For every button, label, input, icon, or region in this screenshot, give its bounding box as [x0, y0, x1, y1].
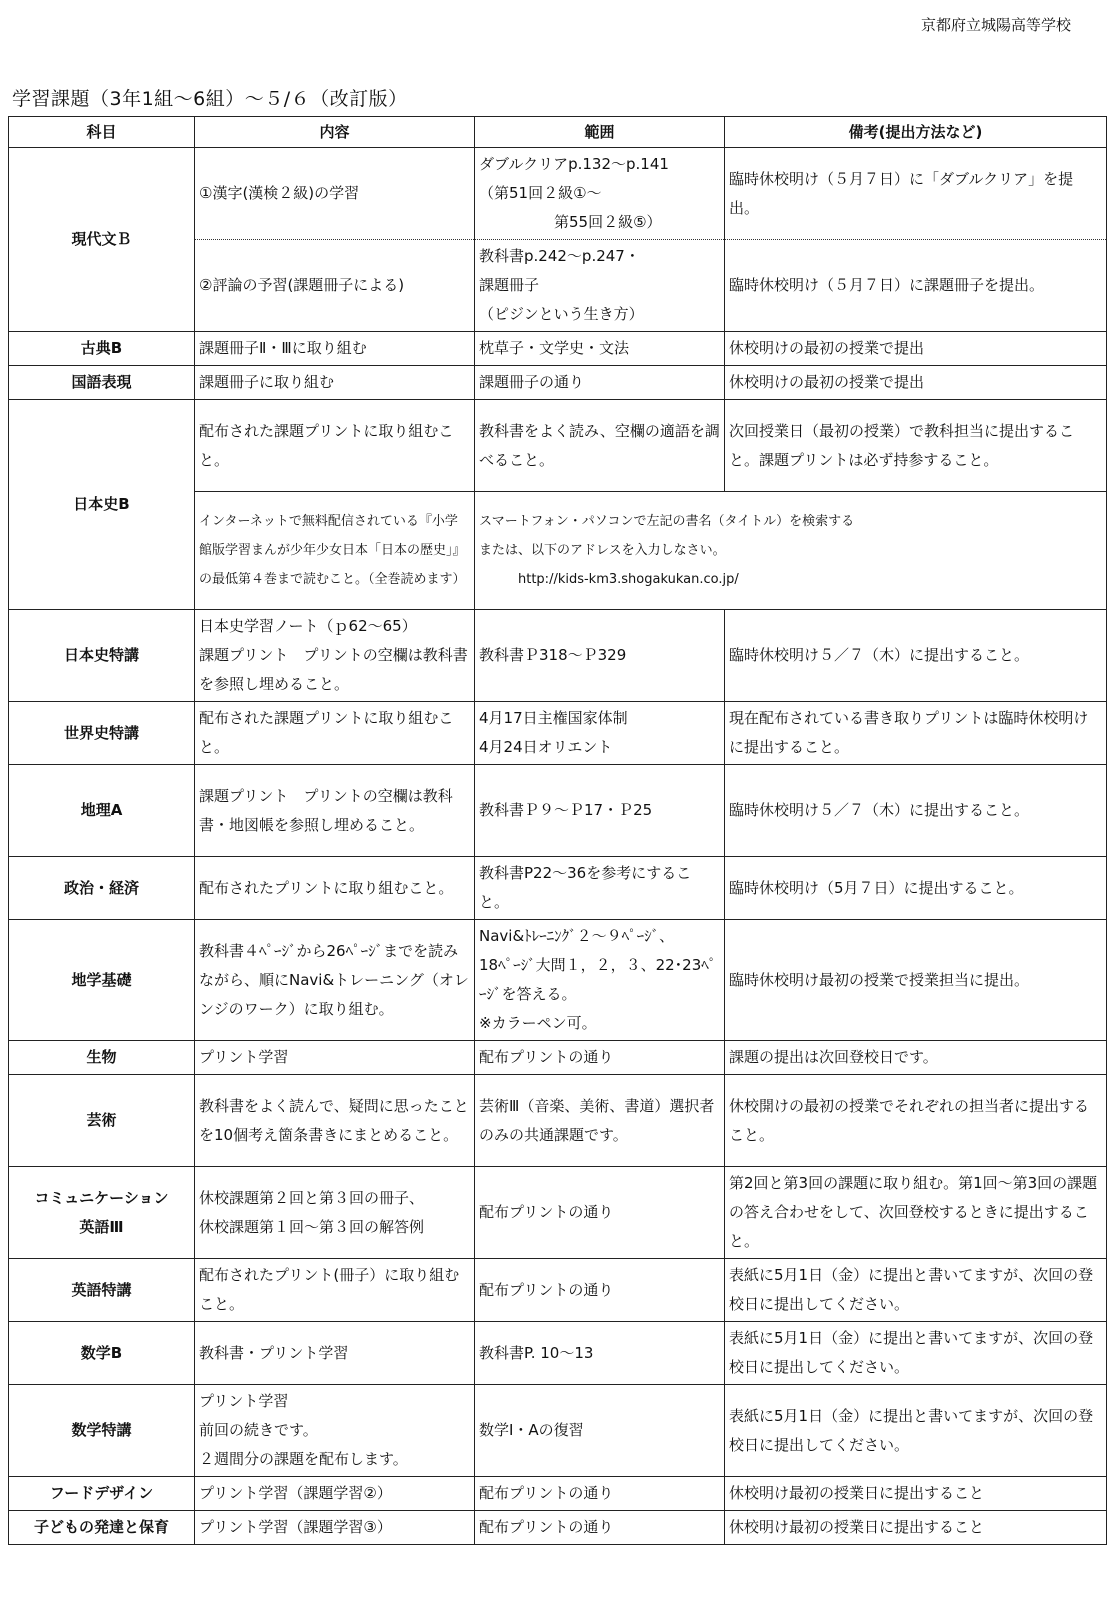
subject-cell: 地理A	[9, 765, 195, 857]
subject-cell: 政治・経済	[9, 857, 195, 920]
content-cell: 配布されたプリントに取り組むこと。	[195, 857, 475, 920]
table-row	[9, 1041, 1107, 1075]
note-cell: 臨時休校明け最初の授業で授業担当に提出。	[725, 920, 1107, 1041]
subject-cell: 国語表現	[9, 366, 195, 400]
subject-cell: 英語特講	[9, 1259, 195, 1322]
note-cell: 休校明けの最初の授業で提出	[725, 366, 1107, 400]
subject-cell: 生物	[9, 1041, 195, 1075]
note-cell: 臨時休校明け５／７（木）に提出すること。	[725, 765, 1107, 857]
subject-cell: 芸術	[9, 1075, 195, 1167]
content-cell: 配布された課題プリントに取り組むこと。	[195, 400, 475, 492]
content-cell: インターネットで無料配信されている『小学館版学習まんが少年少女日本「日本の歴史」』の最低第４巻まで読むこと。（全巻読めます）	[195, 492, 475, 610]
range-cell: 教科書p.242～p.247・ 課題冊子 （ピジンという生き方）	[475, 240, 725, 332]
header-range: 範囲	[475, 117, 725, 148]
content-cell: 教科書をよく読んで、疑問に思ったことを10個考え箇条書きにまとめること。	[195, 1075, 475, 1167]
table-row	[9, 702, 1107, 765]
table-row	[9, 366, 1107, 400]
range-cell: 4月17日主権国家体制 4月24日オリエント	[475, 702, 725, 765]
table-row	[9, 400, 1107, 492]
content-cell: プリント学習（課題学習②）	[195, 1477, 475, 1511]
content-cell: ①漢字(漢検２級)の学習	[195, 148, 475, 240]
table-row	[9, 332, 1107, 366]
note-cell: 臨時休校明け（５月７日）に「ダブルクリア」を提出。	[725, 148, 1107, 240]
table-row	[9, 1259, 1107, 1322]
header-subject: 科目	[9, 117, 195, 148]
content-cell: プリント学習	[195, 1041, 475, 1075]
header-content: 内容	[195, 117, 475, 148]
table-row	[9, 1322, 1107, 1385]
note-cell: 表紙に5月1日（金）に提出と書いてますが、次回の登校日に提出してください。	[725, 1259, 1107, 1322]
content-cell: 課題プリント プリントの空欄は教科書・地図帳を参照し埋めること。	[195, 765, 475, 857]
subject-cell: 世界史特講	[9, 702, 195, 765]
note-cell: 現在配布されている書き取りプリントは臨時休校明けに提出すること。	[725, 702, 1107, 765]
content-cell: ②評論の予習(課題冊子による)	[195, 240, 475, 332]
range-cell: 教科書をよく読み、空欄の適語を調べること。	[475, 400, 725, 492]
note-cell: 表紙に5月1日（金）に提出と書いてますが、次回の登校日に提出してください。	[725, 1322, 1107, 1385]
table-row	[9, 765, 1107, 857]
table-row	[9, 1385, 1107, 1477]
content-cell: 課題冊子Ⅱ・Ⅲに取り組む	[195, 332, 475, 366]
subject-cell: 地学基礎	[9, 920, 195, 1041]
assignment-table	[8, 116, 1107, 1545]
range-cell: 教科書P22～36を参考にすること。	[475, 857, 725, 920]
table-row	[9, 920, 1107, 1041]
range-cell: 配布プリントの通り	[475, 1511, 725, 1545]
range-cell: 芸術Ⅲ（音楽、美術、書道）選択者のみの共通課題です。	[475, 1075, 725, 1167]
subject-cell: 日本史B	[9, 400, 195, 610]
content-cell: プリント学習（課題学習③）	[195, 1511, 475, 1545]
subject-cell: 日本史特講	[9, 610, 195, 702]
range-cell: 枕草子・文学史・文法	[475, 332, 725, 366]
range-cell: ダブルクリアp.132～p.141 （第51回２級①～ 第55回２級⑤）	[475, 148, 725, 240]
school-name: 京都府立城陽高等学校	[920, 16, 1071, 34]
header-notes: 備考(提出方法など)	[725, 117, 1107, 148]
note-cell: 臨時休校明け（５月７日）に課題冊子を提出。	[725, 240, 1107, 332]
note-cell: 表紙に5月1日（金）に提出と書いてますが、次回の登校日に提出してください。	[725, 1385, 1107, 1477]
note-cell: 第2回と第3回の課題に取り組む。第1回～第3回の課題の答え合わせをして、次回登校するときに提出すること。	[725, 1167, 1107, 1259]
subject-cell: 数学特講	[9, 1385, 195, 1477]
table-row	[9, 148, 1107, 240]
range-cell: 配布プリントの通り	[475, 1477, 725, 1511]
document-title: 学習課題（3年1組～6組）～５/６（改訂版）	[12, 88, 408, 110]
table-row	[9, 610, 1107, 702]
range-cell: 教科書Ｐ318～Ｐ329	[475, 610, 725, 702]
range-cell: 課題冊子の通り	[475, 366, 725, 400]
table-row	[9, 1075, 1107, 1167]
range-cell: 配布プリントの通り	[475, 1041, 725, 1075]
range-cell: スマートフォン・パソコンで左記の書名（タイトル）を検索する または、以下のアドレスを入力しなさい。 http://kids-km3.shogakukan.co.jp/	[475, 492, 1107, 610]
note-cell: 課題の提出は次回登校日です。	[725, 1041, 1107, 1075]
table-header-row	[9, 117, 1107, 148]
note-cell: 休校開けの最初の授業でそれぞれの担当者に提出すること。	[725, 1075, 1107, 1167]
table-row	[9, 1477, 1107, 1511]
note-cell: 休校明け最初の授業日に提出すること	[725, 1511, 1107, 1545]
table-row	[9, 1167, 1107, 1259]
table-row	[9, 857, 1107, 920]
range-cell: Navi&ﾄﾚｰﾆﾝｸﾞ２～９ﾍﾟｰｼﾞ、 18ﾍﾟｰｼﾞ大問１，２，３、22･23ﾍﾟｰｼﾞを答える。 ※カラーペン可。	[475, 920, 725, 1041]
note-cell: 臨時休校明け５／７（木）に提出すること。	[725, 610, 1107, 702]
content-cell: 日本史学習ノート（ｐ62～65） 課題プリント プリントの空欄は教科書を参照し埋めること。	[195, 610, 475, 702]
content-cell: プリント学習 前回の続きです。 ２週間分の課題を配布します。	[195, 1385, 475, 1477]
content-cell: 配布された課題プリントに取り組むこと。	[195, 702, 475, 765]
table-row	[9, 1511, 1107, 1545]
subject-cell: 数学B	[9, 1322, 195, 1385]
content-cell: 課題冊子に取り組む	[195, 366, 475, 400]
subject-cell: 現代文Ｂ	[9, 148, 195, 332]
range-cell: 数学Ⅰ・Aの復習	[475, 1385, 725, 1477]
range-cell: 配布プリントの通り	[475, 1259, 725, 1322]
subject-cell: 子どもの発達と保育	[9, 1511, 195, 1545]
content-cell: 休校課題第２回と第３回の冊子、 休校課題第１回～第３回の解答例	[195, 1167, 475, 1259]
range-cell: 教科書P. 10～13	[475, 1322, 725, 1385]
content-cell: 教科書・プリント学習	[195, 1322, 475, 1385]
note-cell: 休校明け最初の授業日に提出すること	[725, 1477, 1107, 1511]
range-cell: 配布プリントの通り	[475, 1167, 725, 1259]
subject-cell: コミュニケーション 英語Ⅲ	[9, 1167, 195, 1259]
content-cell: 教科書４ﾍﾟｰｼﾞから26ﾍﾟｰｼﾞまでを読みながら、順にNavi&トレーニング（オレンジのワーク）に取り組む。	[195, 920, 475, 1041]
range-cell: 教科書Ｐ９～Ｐ17・Ｐ25	[475, 765, 725, 857]
note-cell: 臨時休校明け（5月７日）に提出すること。	[725, 857, 1107, 920]
content-cell: 配布されたプリント(冊子）に取り組むこと。	[195, 1259, 475, 1322]
note-cell: 休校明けの最初の授業で提出	[725, 332, 1107, 366]
subject-cell: 古典B	[9, 332, 195, 366]
subject-cell: フードデザイン	[9, 1477, 195, 1511]
note-cell: 次回授業日（最初の授業）で教科担当に提出すること。課題プリントは必ず持参すること。	[725, 400, 1107, 492]
